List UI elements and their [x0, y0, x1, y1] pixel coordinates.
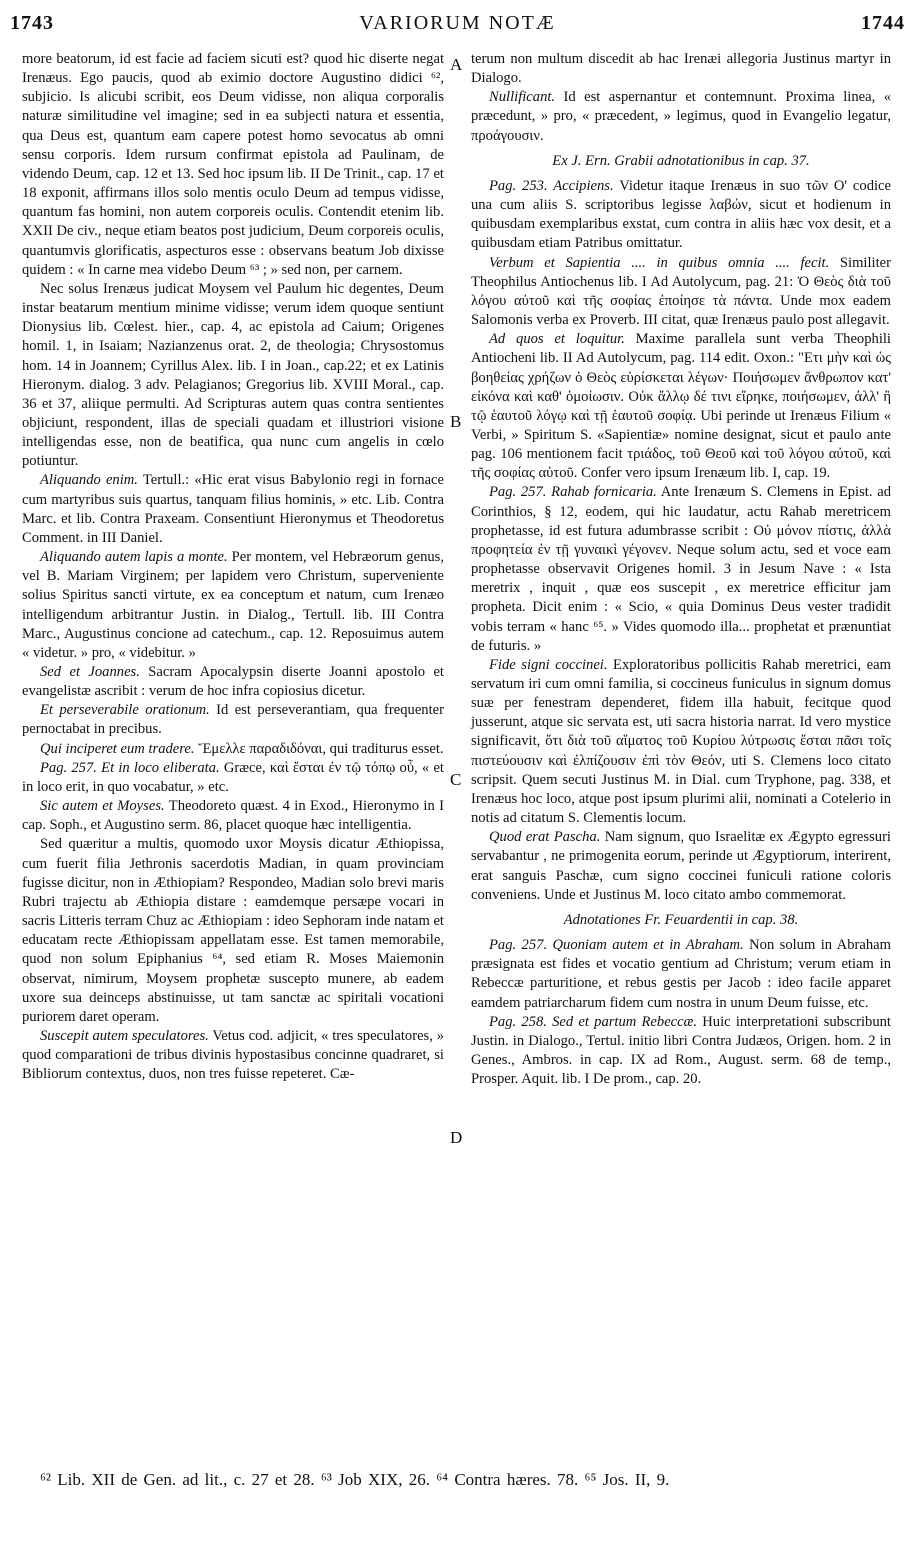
page-number-left: 1743 [10, 12, 54, 34]
note-text: Videtur itaque Irenæus in suo τῶν Ο' codice una cum aliis S. scriptoribus legisse λαβών, sicut et hodienum in quibusdam exemplaribus exstat, cum contra in aliis hæc vox desit, et a quibusdam etiam Patribus omittatur. [471, 177, 892, 252]
note-text: Ante Irenæum S. Clemens in Epist. ad Corinthios, § 12, eodem, qui hic laudatur, actu Rahab meretricem prophetasse, id est futura adumbrasse scribit : Οὐ μόνον πίστις, ἀλλὰ προφητεία ἐν τῇ γυναικὶ γέγονεν. Neque solum actu, sed et voce eam prophetasse observavit Origenes homil. 3 in Jesum Nave : « Ista meretrix , inquit , quæ eos suscepit , ex meretrice efficitur jam propheta. Dicit enim : « Scio, « quia Dominus Deus vester tradidit vobis terram « hanc ⁶⁵. » Vides quomodo illa... prophetat et prænuntiat de futuris. » [471, 484, 891, 654]
lemma: Pag. 257. Et in loco eliberata. [40, 759, 220, 776]
note-text: Id est perseverantiam, qua frequenter pernoctabat in precibus. [22, 702, 444, 738]
note-text: Huic interpretationi subscribunt Justin. in Dialogo., Tertul. initio libri Contra Judæos, Origen. hom. 2 in Genes., Ambros. in cap. IX ad Rom., August. serm. 68 de temp., Prosper. Aquit. lib. I De prom., cap. 20. [471, 1013, 891, 1088]
note-paragraph [471, 1013, 891, 1090]
text-paragraph: terum non multum discedit ab hac Irenæi allegoria Justinus martyr in Dialogo. [471, 51, 891, 87]
note-text: Exploratoribus pollicitis Rahab meretrici, eam servatum iri cum omni familia, si coccineus funiculus in signum domus suæ per fenestram dependeret, fidem illa habuit, fecitque quod jusserunt, atque sic servata est, uti sacra historia narrat. Id vero mystice significavit, ὅτι διὰ τοῦ αἵματος τοῦ Κυρίου λύτρωσις ἔσται πᾶσι τοῖς πιστεύουσιν καὶ ἐλπίζουσιν ἐπὶ τὸν Θεόν, uti S. Clemens loco citato scripsit. Quem secuti Justinus M. in Dial. cum Tryphone, pag. 338, et Irenæus hoc loco, atque post ipsum plurimi alii, nominati a Cotelerio in notis ad citatum S. Clementis locum. [471, 656, 891, 827]
note-text: Vetus cod. adjicit, « tres speculatores, » quod comparationi de tribus divinis hypostasibus concinne quadraret, si Bibliorum contextus, duos, non tres fuisse repeteret. Cæ- [22, 1027, 444, 1083]
note-paragraph [22, 740, 444, 759]
note-paragraph [22, 759, 444, 797]
note-paragraph [471, 936, 891, 1013]
page-header [10, 12, 905, 42]
running-title: VARIORUM NOTÆ [359, 12, 556, 34]
note-paragraph [471, 483, 891, 655]
lemma: Suscepit autem speculatores. [40, 1027, 209, 1044]
text-paragraph: Sed quæritur a multis, quomodo uxor Moysis dicatur Æthiopissa, cum fuerit filia Jethronis sacerdotis Madian, in quam provinciam fugisse dicitur, non in Æthiopiam? Respondeo, Madian solo brevi maris Rubri trajectu ab Æthiopia distare : eamdemque persæpe vocari in sacris Litteris terram Chuz ac Æthiopiam : ideo Sephoram inde natam et educatam recte Æthiopissam appellatam esse. Est tamen memorabile, quod non solum Epiphanius ⁶⁴, sed etiam R. Moses Maiemonin observat, nimirum, Moysem prophetæ suscepto munere, ab eadem uxore sua deinceps abstinuisse, ut tam sanctæ ac spiritali vocationi puriorem daret operam. [22, 836, 444, 1025]
lemma: Verbum et Sapientia .... in quibus omnia .... fecit. [489, 254, 830, 271]
left-column [22, 50, 444, 1084]
note-paragraph [471, 656, 891, 828]
note-text: Id est aspernantur et contemnunt. Proxima linea, « præcedunt, » pro, « præcedent, » legimus, quod in Evangelio legatur, προάγουσιν. [471, 89, 891, 144]
note-paragraph [22, 797, 444, 835]
text-paragraph: Nec solus Irenæus judicat Moysem vel Paulum hic degentes, Deum instar beatarum mentium minime vidisse; verum idem quoque sentiunt Dionysius lib. Cœlest. hier., cap. 4, ac epistola ad Caium; Origenes homil. 1, in Isaiam; Nazianzenus orat. 2, de theologia; Chrysostomus hom. 14 in Joannem; Cyrillus Alex. lib. I in Joan., cap.22; et ex Latinis Hieronym. dialog. 3 adv. Pelagianos; Gregorius lib. XVIII Moral., cap. 36 et 37, aliique permulti. Ad Scripturas autem quas contra sentientes objiciunt, respondent, illas de speciali quadam et illustriori visione intelligendas esse, non de beatifica, qua nunc cum angelis in cœlo potiuntur. [22, 280, 444, 470]
note-text: Nam signum, quo Israelitæ ex Ægypto egressuri servabantur , ne primogenita eorum, perinde ut Ægyptiorum, interirent, erat sanguis Paschæ, cum signo coccinei funiculi ratione coloris conveniens. Unde et Justinus M. loco citato ambo commemorat. [471, 829, 891, 903]
lemma: Fide signi coccinei. [489, 656, 608, 673]
lemma: Sic autem et Moyses. [40, 798, 165, 815]
section-heading: Ex J. Ern. Grabii adnotationibus in cap. 37. [552, 152, 810, 169]
note-text: Theodoreto quæst. 4 in Exod., Hieronymo in I cap. Soph., et Augustino serm. 86, placet quoque hæc intelligentia. [22, 798, 445, 834]
lemma: Aliquando autem lapis a monte. [40, 549, 228, 566]
right-column [471, 50, 891, 1089]
section-heading: Adnotationes Fr. Feuardentii in cap. 38. [563, 911, 799, 928]
note-text: Non solum in Abraham præsignata est fides et vocatio gentium ad Christum; verum etiam in Rebeccæ parturitione, et rebus gestis per Jacob : ideo facile apparet eamdem patriarcharum fidem cum nostra in unum Deum fuisse, etc. [471, 937, 891, 1011]
note-paragraph [22, 663, 444, 701]
note-paragraph [471, 330, 891, 483]
note-text: Ἔμελλε παραδιδόναι, qui traditurus esset. [194, 740, 444, 757]
note-paragraph [22, 548, 444, 663]
note-text: Tertull.: «Hic erat visus Babylonio regi in fornace cum martyribus suis quartus, tanquam filius hominis, » etc. Lib. Contra Marc. et lib. Contra Praxeam. Consentiunt Hieronymus et Theodoretus Comment. in III Daniel. [22, 472, 444, 546]
lemma: Pag. 253. Accipiens. [489, 177, 614, 194]
lemma: Qui inciperet eum tradere. [40, 740, 195, 757]
text-paragraph: more beatorum, id est facie ad faciem sicuti est? quod hic diserte negat Irenæus. Ego paucis, quod ab eximio doctore Augustino didici ⁶², subjicio. Is alicubi scribit, eos Deum vidisse, non aliqua corporalis naturæ similitudine vel imagine; sed in ea subjecti natura et essentia, qua Deus est, quantum eam capere potest homo sevocatus ab omni sensu corporis. Idem rursum confirmat epistola ad Paulinam, de videndo Deum, cap. 12 et 13. Sed hoc ipsum lib. II De Trinit., cap. 17 et 18 exponit, affirmans illos solo mentis oculo Deum ad tempus vidisse, quantum fas homini, non autem corporeis oculis. Contendit etenim lib. XXII De civ., neque etiam beatos post judicium, Deum corporeis oculis, quantumvis glorificatis, aspecturos esse : observans beatum Job dixisse quidem : « In carne mea videbo Deum ⁶³ ; » sed non, per carnem. [22, 51, 444, 278]
note-paragraph [471, 177, 891, 254]
lemma: Pag. 257. Rahab fornicaria. [489, 484, 657, 501]
lemma: Aliquando enim. [40, 472, 138, 489]
lemma: Pag. 257. Quoniam autem et in Abraham. [489, 937, 744, 954]
lemma: Quod erat Pascha. [489, 829, 601, 846]
page-number-right: 1744 [861, 12, 905, 34]
note-paragraph [471, 828, 891, 905]
lemma: Nullificant. [489, 89, 556, 106]
note-text: Sacram Apocalypsin diserte Joanni apostolo et evangelistæ ascribit : verum de hoc infra copiosius dicetur. [22, 664, 444, 700]
note-paragraph [22, 701, 444, 739]
margin-letter-d: D [450, 1128, 463, 1147]
note-paragraph [22, 1027, 444, 1084]
note-paragraph [22, 471, 444, 548]
note-text: Maxime parallela sunt verba Theophili Antiocheni lib. II Ad Autolycum, pag. 114 edit. Oxon.: "Ετι μὴν καὶ ὡς βοηθείας χρήζων ὁ Θεὸς εὑρίσκεται λέγων· Ποιήσωμεν ἄνθρωπον κατ' εἰκόνα καὶ καθ' ὁμοίωσιν. Οὐκ ἄλλῳ δέ τινι εἴρηκε, ποιήσωμεν, ἀλλ' ἢ τῷ ἑαυτοῦ λόγῳ καὶ τῇ ἑαυτοῦ σοφίᾳ. Ubi perinde ut Irenæus Filium « Verbi, » Spiritum S. «Sapientiæ» nomine designat, sicut et paulo ante pag. 106 mentionem facit τριάδος, τοῦ Θεοῦ καὶ τοῦ λόγου αὐτοῦ, καὶ τῆς σοφίας αὐτοῦ. Confer vero ipsum Irenæum lib. I, cap. 19. [471, 331, 891, 482]
note-text: Similiter Theophilus Antiochenus lib. I Ad Autolycum, pag. 21: Ὁ Θεὸς διὰ τοῦ λόγου αὐτοῦ καὶ τῆς σοφίας ἐποίησε τὰ πάντα. Unde mox eadem Salomonis verba ex Proverb. III citat, quæ Irenæus paulo post allegavit. [471, 254, 891, 329]
note-text: Per montem, vel Hebræorum genus, vel B. Mariam Virginem; per lapidem vero Christum, superveniente solius Spiritus sancti virtute, ex ea conceptum et natum, cum Irenæo intelligendum arbitrantur Justin. in Dialog., Tertull. lib. III Contra Marc., Augustinus concione ad catechum., cap. 12. Reposuimus autem « videtur. » pro, « videbitur. » [22, 549, 444, 661]
margin-letter-c: C [450, 770, 462, 789]
note-paragraph [471, 88, 891, 145]
lemma: Sed et Joannes. [40, 664, 140, 680]
lemma: Et perseverabile orationum. [40, 702, 210, 719]
note-paragraph [471, 254, 891, 331]
margin-letter-a: A [450, 55, 463, 74]
note-text: Græce, καὶ ἔσται ἐν τῷ τόπῳ οὗ, « et in loco erit, in quo vocabatur, » etc. [22, 759, 444, 795]
lemma: Pag. 258. Sed et partum Rebeccæ. [489, 1013, 698, 1030]
footnotes: ⁶² Lib. XII de Gen. ad lit., c. 27 et 28. ⁶³ Job XIX, 26. ⁶⁴ Contra hæres. 78. ⁶⁵ Jos. II, 9. [40, 1470, 670, 1489]
margin-letter-b: B [450, 412, 462, 431]
lemma: Ad quos et loquitur. [489, 331, 625, 348]
